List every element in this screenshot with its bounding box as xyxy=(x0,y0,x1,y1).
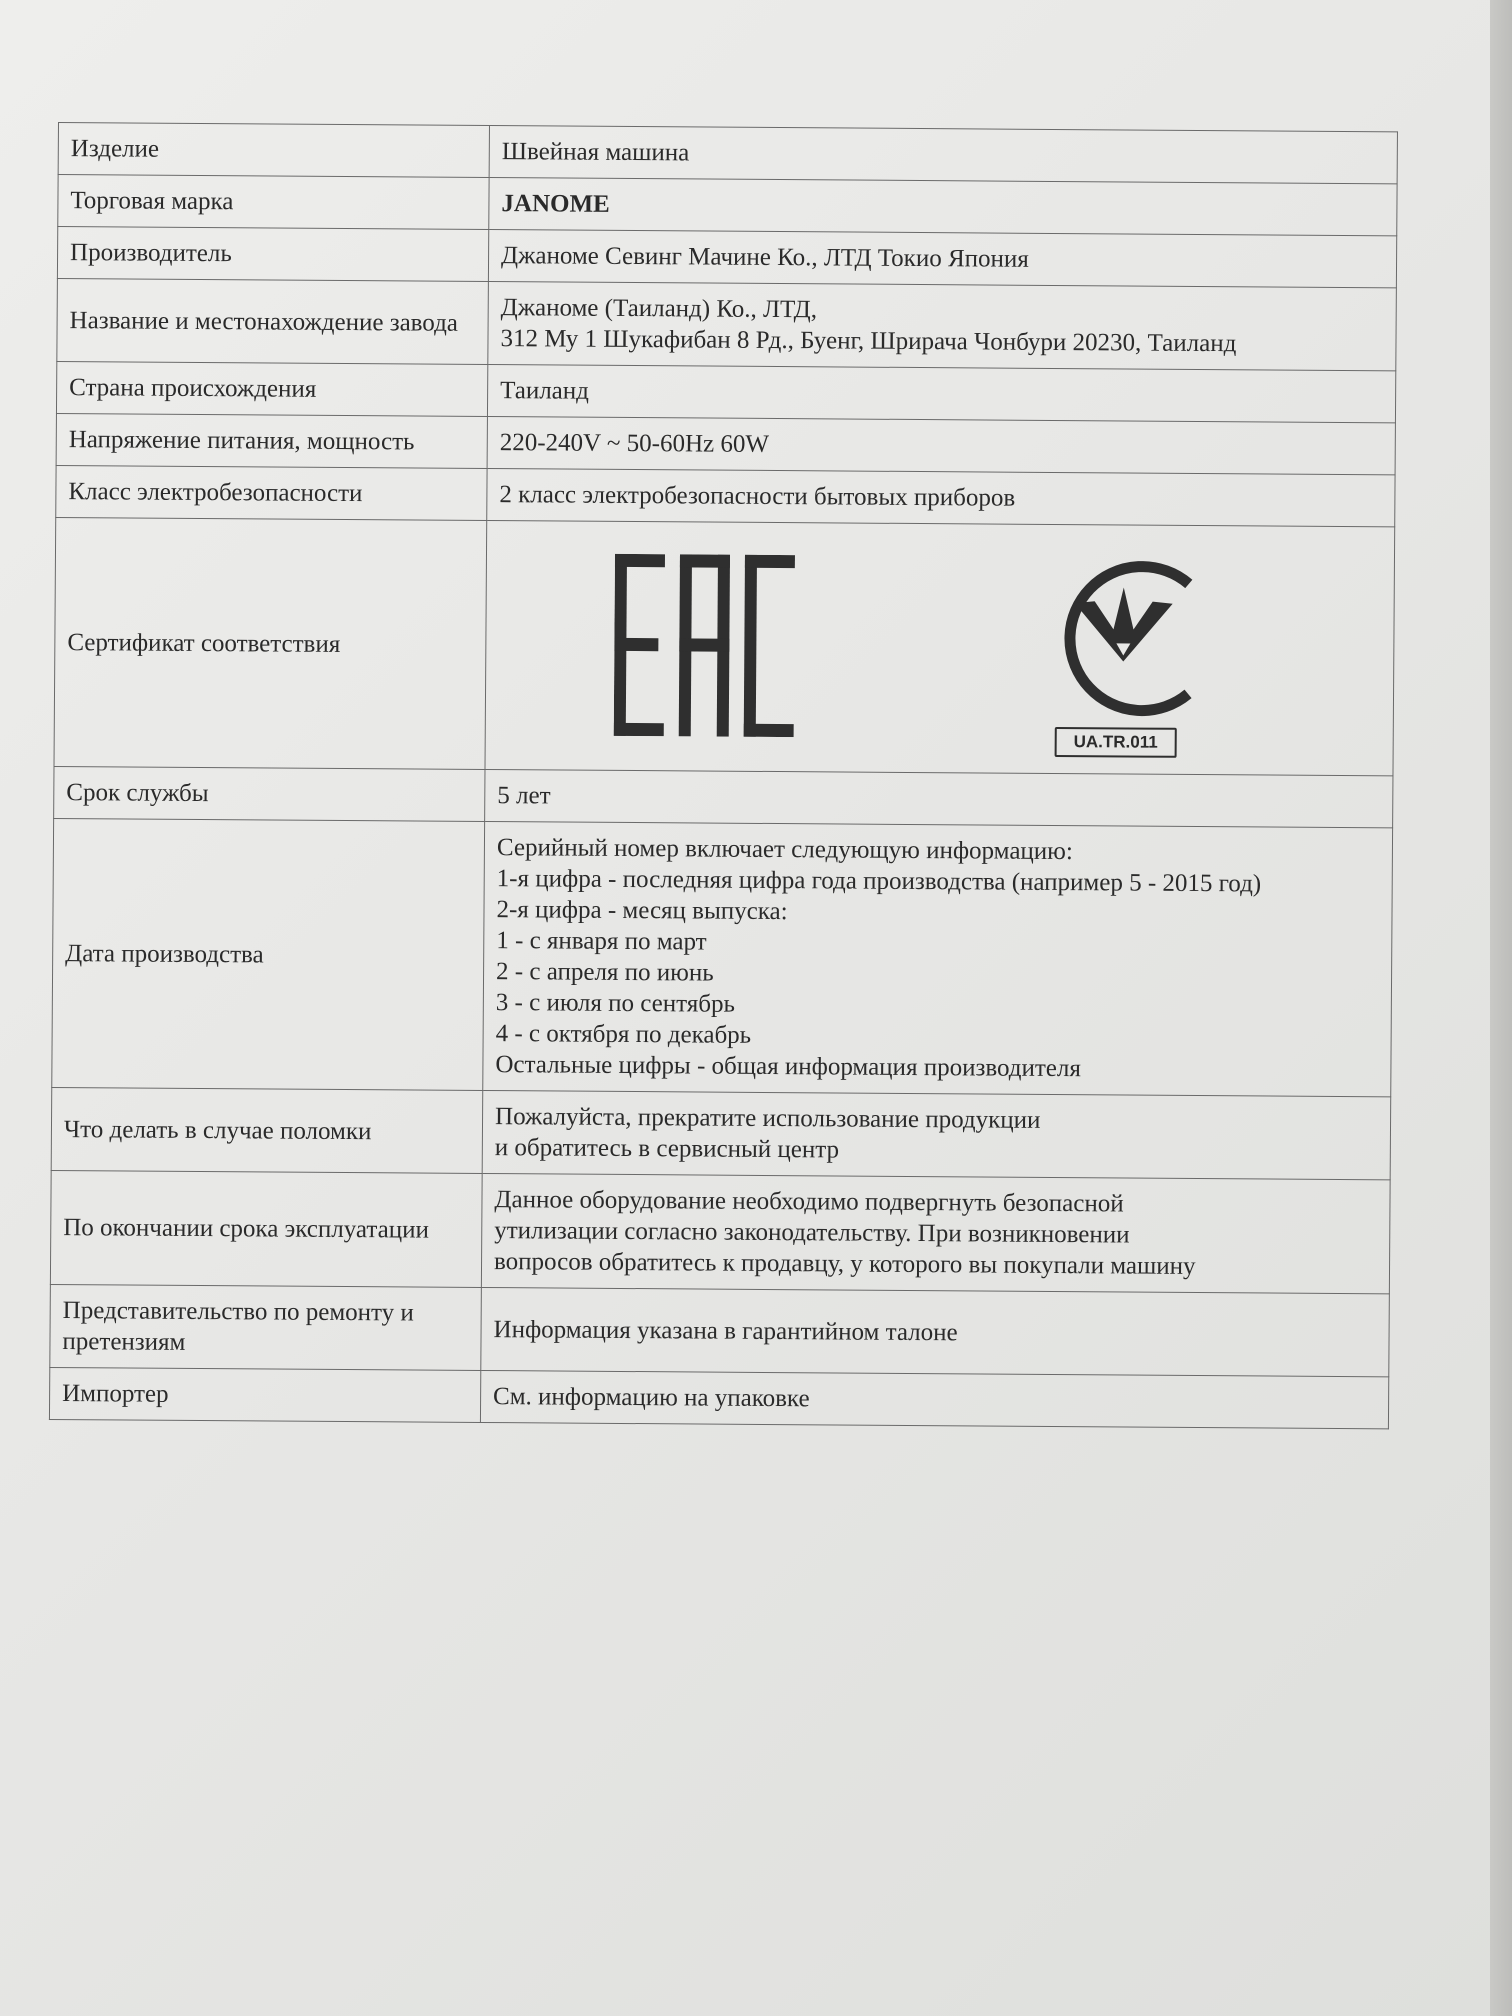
row-label: Производитель xyxy=(57,227,488,282)
value-line: Остальные цифры - общая информация производителя xyxy=(495,1051,1081,1083)
row-label: Сертификат соответствия xyxy=(54,517,487,769)
certificate-marks xyxy=(485,521,1395,776)
row-value: Швейная машина xyxy=(489,126,1397,184)
row-value: Таиланд xyxy=(487,365,1395,423)
row-label: Представительство по ремонту и претензиям xyxy=(50,1284,482,1370)
row-value: 5 лет xyxy=(485,769,1393,827)
row-label: Срок службы xyxy=(54,766,485,821)
value-line: 3 - с июля по сентябрь xyxy=(495,989,736,1018)
value-line: 4 - с октября по декабрь xyxy=(495,1020,752,1049)
table-row xyxy=(49,1367,1388,1428)
row-value: 2 класс электробезопасности бытовых приборов xyxy=(487,469,1395,527)
value-line: Серийный номер включает следующую информацию: xyxy=(496,834,1073,866)
value-line: Пожалуйста, прекратите использование продукции xyxy=(494,1103,1041,1134)
row-value: См. информацию на упаковке xyxy=(480,1370,1388,1428)
row-label: Напряжение питания, мощность xyxy=(56,413,487,468)
table-row xyxy=(58,123,1397,184)
value-line: Джаноме (Таиланд) Ко., ЛТД, xyxy=(500,294,818,324)
table-row xyxy=(57,227,1396,288)
row-label: Изделие xyxy=(58,123,489,178)
row-value: 220-240V ~ 50-60Hz 60W xyxy=(487,417,1395,475)
table-row xyxy=(54,517,1395,775)
row-label: Название и местонахождение завода xyxy=(57,278,489,364)
value-line: и обратитесь в сервисный центр xyxy=(494,1134,840,1164)
page-edge xyxy=(1490,0,1512,2016)
table-row xyxy=(50,1284,1390,1376)
table-row xyxy=(52,818,1393,1096)
value-line: 1-я цифра - последняя цифра года производства (например 5 - 2015 год) xyxy=(496,865,1262,898)
table-row xyxy=(50,1170,1390,1293)
value-line: 312 Му 1 Шукафибан 8 Рд., Буенг, Шрирача Чонбури 20230, Таиланд xyxy=(500,325,1237,358)
table-row xyxy=(57,278,1397,370)
table-row xyxy=(51,1087,1391,1179)
row-label: Что делать в случае поломки xyxy=(51,1087,483,1173)
value-line: утилизации согласно законодательству. При возникновении xyxy=(494,1217,1130,1249)
row-value: Информация указана в гарантийном талоне xyxy=(481,1287,1390,1376)
row-label: Импортер xyxy=(49,1367,480,1422)
table-row xyxy=(54,766,1393,827)
ua-conformity-mark-icon xyxy=(1048,543,1199,754)
row-value xyxy=(488,282,1397,371)
value-line: вопросов обратитесь к продавцу, у которого вы покупали машину xyxy=(493,1248,1196,1280)
value-line: 2-я цифра - месяц выпуска: xyxy=(496,896,788,926)
value-line: Данное оборудование необходимо подвергнуть безопасной xyxy=(494,1186,1124,1218)
row-label: Страна происхождения xyxy=(56,361,487,416)
row-label: Торговая марка xyxy=(58,175,489,230)
row-label: По окончании срока эксплуатации xyxy=(50,1170,482,1287)
table-row xyxy=(56,465,1395,526)
row-value xyxy=(482,1090,1391,1179)
product-info-table xyxy=(49,122,1398,1429)
value-line: 1 - с января по март xyxy=(496,927,707,956)
table-row xyxy=(58,175,1397,236)
row-value xyxy=(483,821,1393,1096)
row-label: Класс электробезопасности xyxy=(56,465,487,520)
table-row xyxy=(56,361,1395,422)
eac-logo-icon xyxy=(614,554,795,737)
row-value: Джаноме Севинг Мачине Ко., ЛТД Токио Япония xyxy=(488,230,1396,288)
row-label: Дата производства xyxy=(52,818,485,1090)
row-value xyxy=(481,1173,1390,1293)
ua-code-label: UA.TR.011 xyxy=(1055,727,1177,758)
table-row xyxy=(56,413,1395,474)
value-line: 2 - с апреля по июнь xyxy=(495,958,714,987)
brand-value: JANOME xyxy=(489,178,1397,236)
